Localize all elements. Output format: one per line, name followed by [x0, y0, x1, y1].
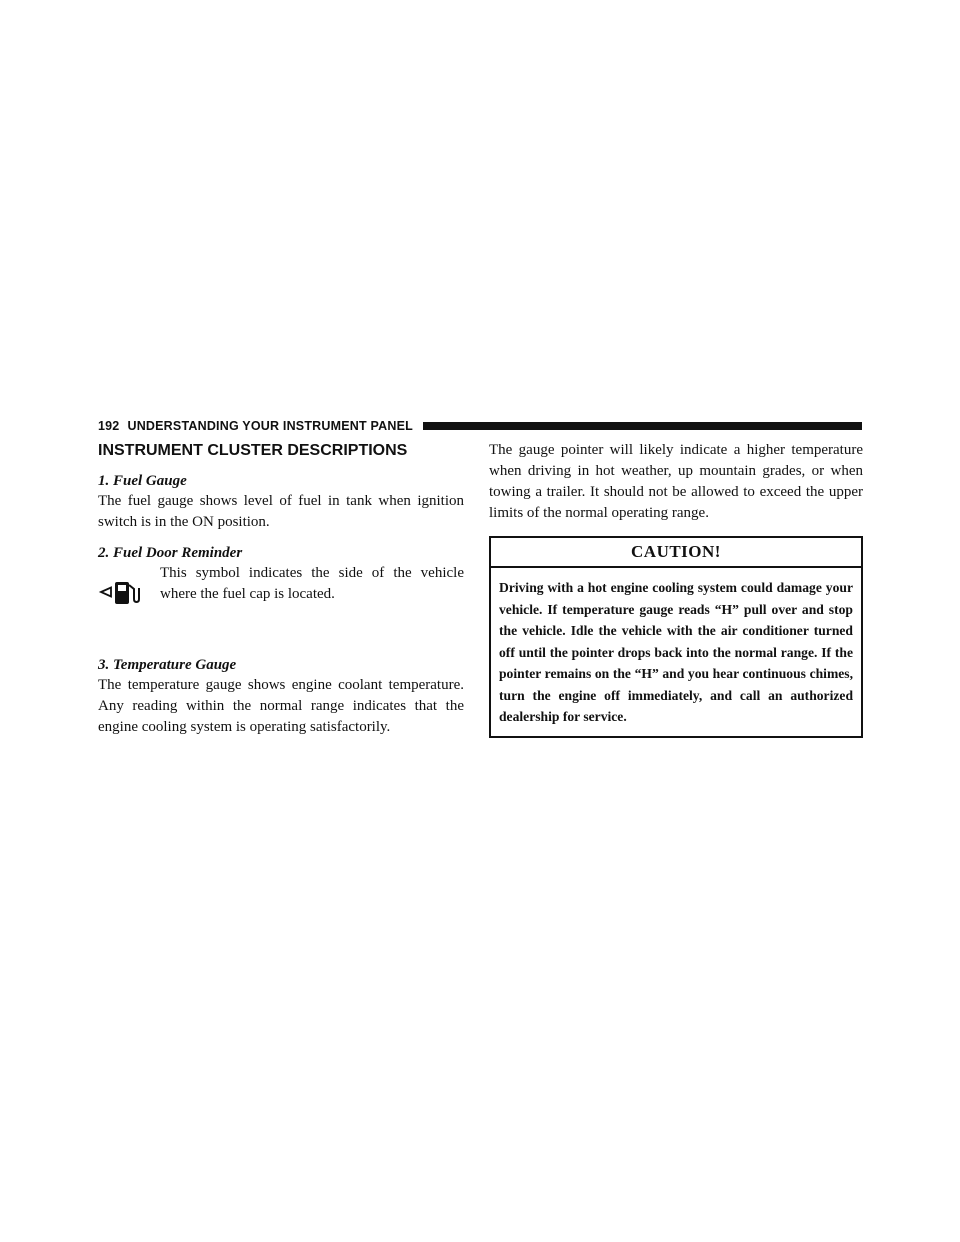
caution-title: CAUTION! — [491, 538, 861, 568]
fuel-gauge-section — [98, 471, 464, 533]
fuel-door-text: This symbol indicates the side of the vehicle where the fuel cap is located. — [160, 565, 464, 602]
fuel-gauge-text: The fuel gauge shows level of fuel in tank when ignition switch is in the ON position. — [98, 493, 464, 530]
left-column — [98, 440, 464, 748]
gauge-pointer-paragraph: The gauge pointer will likely indicate a higher temperature when driving in hot weather, up mountain grades, or when towing a trailer. It should not be allowed to exceed the upper limits of the normal operating range. — [489, 442, 863, 521]
fuel-gauge-heading: 1. Fuel Gauge — [98, 473, 187, 489]
temperature-gauge-section — [98, 655, 464, 738]
temperature-gauge-heading: 3. Temperature Gauge — [98, 657, 237, 673]
section-name: UNDERSTANDING YOUR INSTRUMENT PANEL — [127, 419, 413, 433]
caution-box — [489, 536, 863, 738]
section-title: INSTRUMENT CLUSTER DESCRIPTIONS — [98, 442, 408, 459]
header-rule — [423, 422, 862, 430]
fuel-pump-arrow-icon — [98, 563, 160, 607]
fuel-door-heading: 2. Fuel Door Reminder — [98, 545, 243, 561]
caution-text: Driving with a hot engine cooling system could damage your vehicle. If temperature gauge reads “H” pull over and stop the vehicle. Idle the vehicle with the air conditioner turned off until the pointer drops back into the normal range. If the pointer remains on the “H” and you hear continuous chimes, turn the engine off immediately, and call an authorized dealership for service. — [499, 580, 853, 724]
page-header — [98, 418, 862, 434]
fuel-door-section — [98, 543, 464, 607]
fuel-door-row — [98, 563, 464, 607]
temperature-gauge-text: The temperature gauge shows engine coolant temperature. Any reading within the normal range indicates that the engine cooling system is operating satisfactorily. — [98, 677, 464, 735]
page-number: 192 — [98, 419, 120, 433]
spacer — [98, 617, 464, 655]
right-column — [489, 440, 863, 738]
